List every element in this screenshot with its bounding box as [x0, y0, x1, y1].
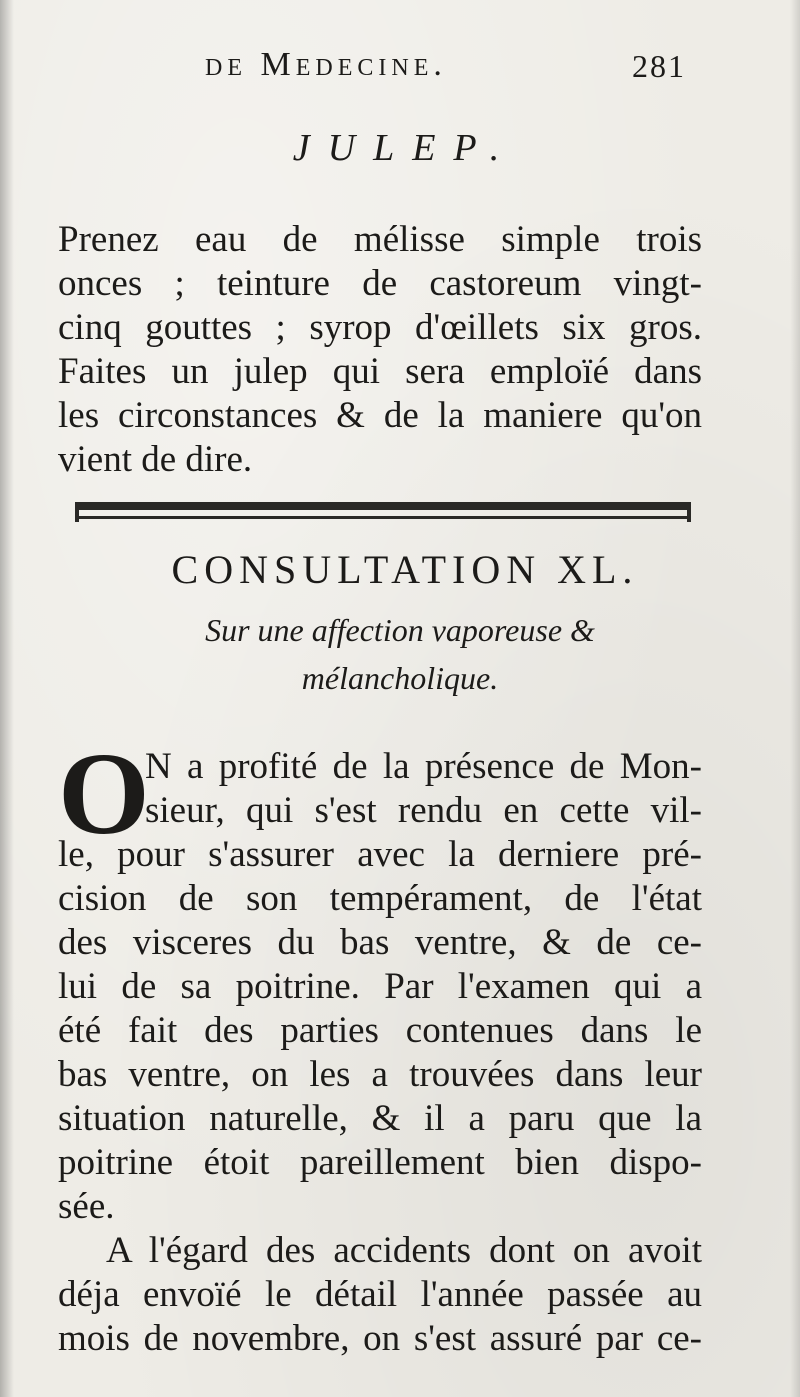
text-line: lui de sa poitrine. Par l'examen qui a — [58, 966, 702, 1007]
section-divider — [75, 502, 691, 526]
text-line: A l'égard des accidents dont on avoit — [106, 1230, 702, 1271]
text-line: des visceres du bas ventre, & de ce- — [58, 922, 702, 963]
text-line: situation naturelle, & il a paru que la — [58, 1098, 702, 1139]
body-paragraph-1 — [58, 833, 702, 1229]
text-line: N a profité de la présence de Mon- — [145, 746, 702, 787]
text-line: mois de novembre, on s'est assuré par ce- — [58, 1318, 702, 1359]
running-head — [0, 46, 800, 90]
text-line: Faites un julep qui sera emploïé dans — [58, 351, 702, 392]
body-paragraph-1-top — [145, 745, 702, 833]
text-line: sieur, qui s'est rendu en cette vil- — [145, 790, 702, 831]
consultation-heading: CONSULTATION XL. — [171, 547, 639, 592]
text-line: le, pour s'assurer avec la derniere pré- — [58, 834, 702, 875]
section-title: JULEP. — [292, 127, 518, 169]
text-line: les circonstances & de la maniere qu'on — [58, 395, 702, 436]
drop-cap: O — [58, 728, 150, 859]
text-line: sée. — [58, 1186, 115, 1227]
text-line: cision de son tempérament, de l'état — [58, 878, 702, 919]
page-number: 281 — [632, 48, 686, 84]
divider-end — [687, 502, 691, 522]
text-line: cinq gouttes ; syrop d'œillets six gros. — [58, 307, 702, 348]
divider-end — [75, 502, 79, 522]
text-line: vient de dire. — [58, 439, 253, 480]
divider-thick-line — [75, 502, 691, 510]
text-line: été fait des parties contenues dans le — [58, 1010, 702, 1051]
body-paragraph-2 — [58, 1229, 702, 1361]
text-line: déja envoïé le détail l'année passée au — [58, 1274, 702, 1315]
text-line: onces ; teinture de castoreum vingt- — [58, 263, 702, 304]
text-line: Prenez eau de mélisse simple trois — [58, 219, 702, 260]
divider-thin-line — [75, 516, 691, 519]
text-line: bas ventre, on les a trouvées dans leur — [58, 1054, 702, 1095]
recipe-paragraph — [58, 218, 702, 482]
consultation-subtitle-line: Sur une affection vaporeuse & — [205, 612, 595, 648]
text-line: poitrine étoit pareillement bien dispo- — [58, 1142, 702, 1183]
running-title: de Medecine. — [205, 46, 447, 83]
consultation-subtitle-line: mélancholique. — [301, 660, 499, 696]
